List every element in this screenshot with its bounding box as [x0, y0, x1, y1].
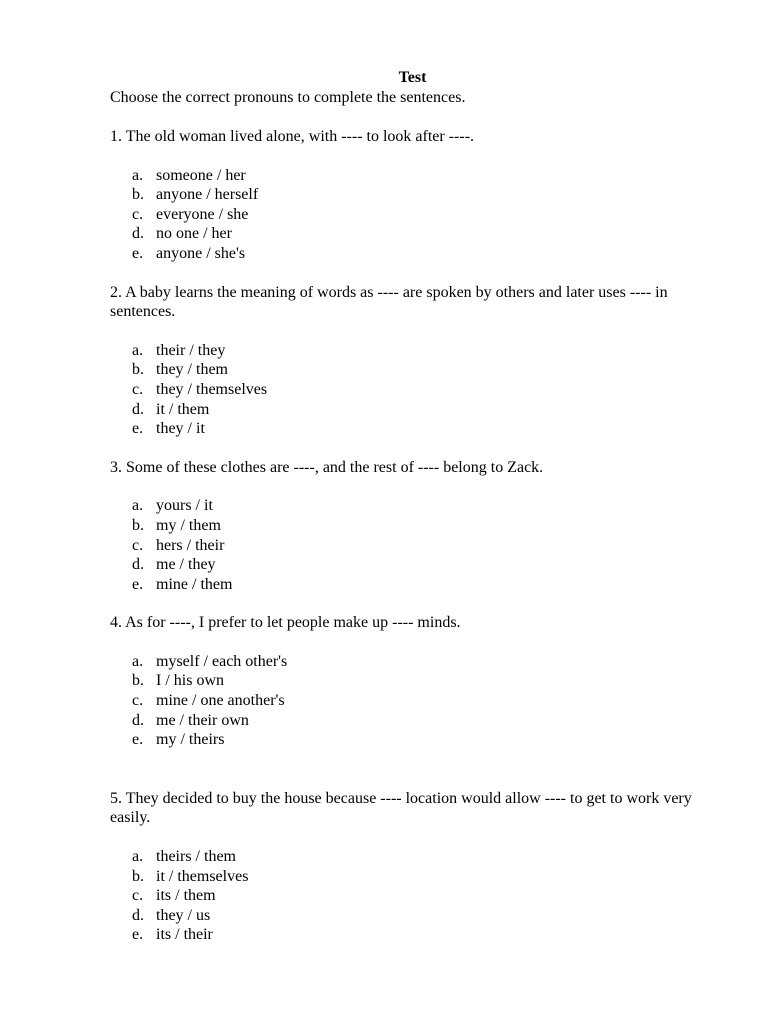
option-letter: b. — [132, 672, 144, 690]
option-letter: c. — [132, 205, 144, 223]
option-letter: c. — [132, 536, 144, 554]
option-text: anyone / she's — [156, 244, 246, 262]
option-e — [110, 575, 700, 595]
option-text: everyone / she — [156, 205, 249, 223]
option-text: mine / them — [156, 575, 233, 593]
option-a — [110, 496, 700, 516]
question-5-options — [110, 847, 700, 945]
option-letter: c. — [132, 380, 144, 398]
question-5-prompt: 5. They decided to buy the house because ---- location would allow ---- to get to work very easily. — [110, 789, 692, 827]
option-text: me / they — [156, 556, 216, 574]
option-text: they / themselves — [156, 380, 268, 398]
option-letter: b. — [132, 361, 144, 379]
option-c — [110, 536, 700, 556]
option-letter: a. — [132, 497, 144, 515]
option-c — [110, 691, 700, 711]
option-letter: e. — [132, 244, 144, 262]
document-title: Test — [398, 69, 427, 86]
option-text: mine / one another's — [156, 692, 285, 710]
option-d — [110, 906, 700, 926]
option-letter: e. — [132, 926, 144, 944]
option-text: myself / each other's — [156, 652, 288, 670]
option-text: yours / it — [156, 497, 213, 515]
option-letter: a. — [132, 652, 144, 670]
option-letter: e. — [132, 575, 144, 593]
option-text: hers / their — [156, 536, 225, 554]
option-text: my / theirs — [156, 731, 225, 749]
option-letter: b. — [132, 516, 144, 534]
option-c — [110, 205, 700, 225]
option-b — [110, 185, 700, 205]
question-2-prompt: 2. A baby learns the meaning of words as ---- are spoken by others and later uses ---- in sentences. — [110, 283, 668, 321]
option-text: it / themselves — [156, 867, 249, 885]
option-text: me / their own — [156, 711, 249, 729]
option-text: they / us — [156, 906, 211, 924]
option-letter: a. — [132, 848, 144, 866]
option-letter: a. — [132, 341, 144, 359]
option-text: theirs / them — [156, 848, 236, 866]
option-c — [110, 886, 700, 906]
option-letter: e. — [132, 420, 144, 438]
option-d — [110, 224, 700, 244]
question-4-options — [110, 652, 700, 750]
option-text: they / them — [156, 361, 228, 379]
option-a — [110, 652, 700, 672]
option-text: its / their — [156, 926, 213, 944]
option-d — [110, 555, 700, 575]
option-b — [110, 516, 700, 536]
option-text: I / his own — [156, 672, 224, 690]
option-d — [110, 400, 700, 420]
option-c — [110, 380, 700, 400]
option-text: someone / her — [156, 166, 246, 184]
option-e — [110, 419, 700, 439]
option-text: its / them — [156, 887, 216, 905]
option-letter: c. — [132, 692, 144, 710]
option-text: they / it — [156, 420, 205, 438]
option-e — [110, 925, 700, 945]
option-letter: b. — [132, 186, 144, 204]
question-3-options — [110, 496, 700, 594]
option-b — [110, 360, 700, 380]
question-4-prompt: 4. As for ----, I prefer to let people make up ---- minds. — [110, 614, 461, 632]
option-letter: e. — [132, 731, 144, 749]
option-b — [110, 867, 700, 887]
question-2-options — [110, 341, 700, 439]
question-3-prompt: 3. Some of these clothes are ----, and the rest of ---- belong to Zack. — [110, 458, 544, 476]
instructions: Choose the correct pronouns to complete the sentences. — [110, 89, 466, 106]
option-letter: c. — [132, 887, 144, 905]
option-d — [110, 711, 700, 731]
option-b — [110, 671, 700, 691]
question-1-options — [110, 166, 700, 264]
option-a — [110, 341, 700, 361]
test-document — [110, 68, 700, 945]
option-text: my / them — [156, 516, 221, 534]
option-letter: d. — [132, 711, 144, 729]
option-letter: b. — [132, 867, 144, 885]
option-letter: d. — [132, 225, 144, 243]
option-letter: d. — [132, 906, 144, 924]
option-text: anyone / herself — [156, 186, 259, 204]
option-letter: d. — [132, 556, 144, 574]
option-text: no one / her — [156, 225, 232, 243]
option-letter: d. — [132, 400, 144, 418]
question-1-prompt: 1. The old woman lived alone, with ---- to look after ----. — [110, 128, 475, 145]
option-letter: a. — [132, 166, 144, 184]
option-a — [110, 847, 700, 867]
option-e — [110, 244, 700, 264]
option-text: their / they — [156, 341, 226, 359]
option-e — [110, 730, 700, 750]
option-text: it / them — [156, 400, 210, 418]
option-a — [110, 166, 700, 186]
